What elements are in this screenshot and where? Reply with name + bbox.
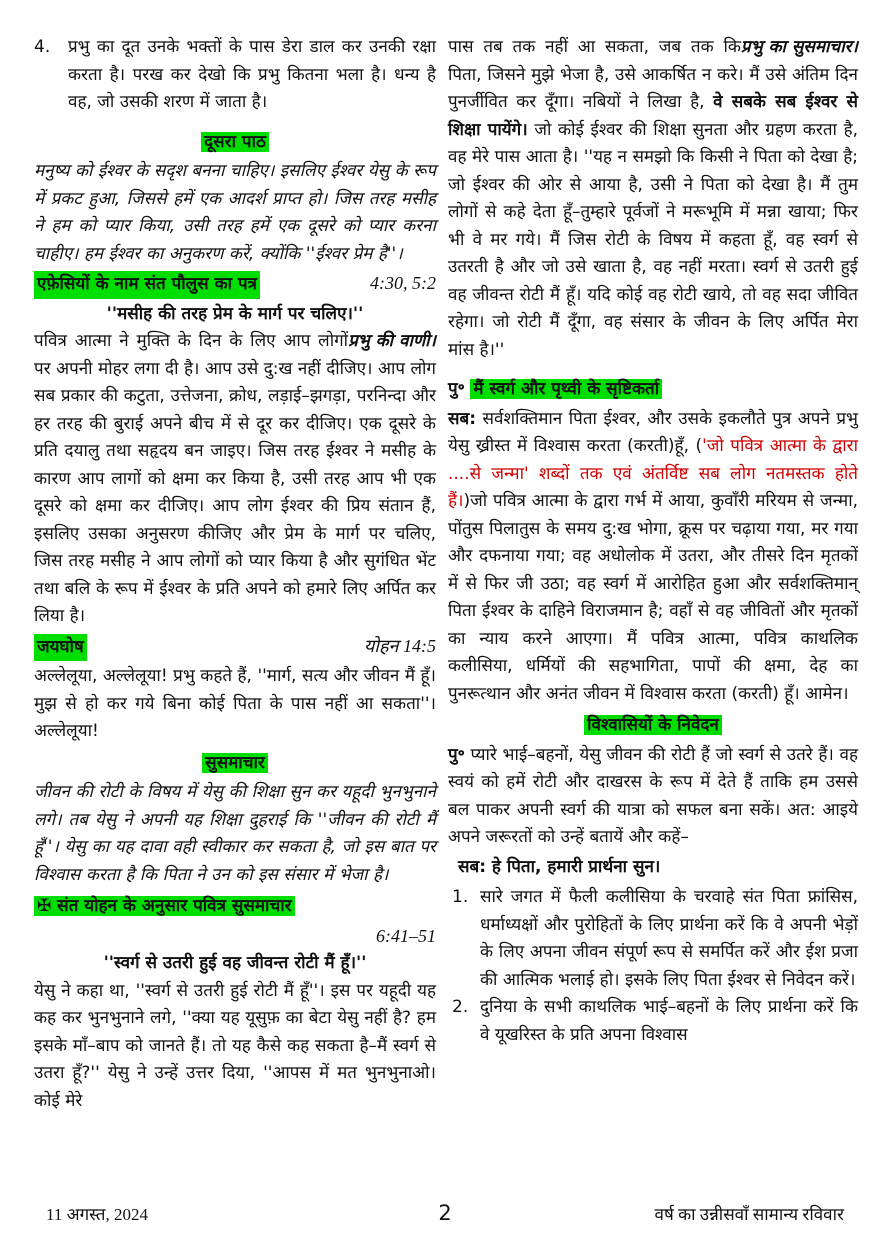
intercessions-response: सब: हे पिता, हमारी प्रार्थना सुन। xyxy=(458,856,661,877)
acclamation-reference: योहन 14:5 xyxy=(363,635,436,656)
priest-prefix: पु॰ xyxy=(448,744,465,765)
second-reading-reference: 4:30, 5:2 xyxy=(370,273,436,293)
left-column xyxy=(34,34,436,1195)
creed-text-2: )जो पवित्र आत्मा के द्वारा गर्भ में आया, कुवाँरी मरियम से जन्मा, पोंतुस पिलातुस के समय दु:ख भोगा, क्रूस पर चढ़ाया गया, मर गया और दफनाया गया; वह अधोलोक में उतरा, और तीसरे दिन मृतकों में से फिर जी उठा; वह स्वर्ग में आरोहित हुआ और सर्वशक्तिमान् पिता ईश्वर के दाहिने विराजमान है; वहाँ से वह जीवितों और मृतकों का न्याय करने आएगा। मैं पवित्र आत्मा, पवित्र काथलिक कलीसिया, धर्मियों की सहभागिता, पापों की क्षमा, देह का पुनरूत्थान और अनंत जीवन में विश्वास करता (करती) हूँ। आमेन। xyxy=(448,491,858,704)
second-reading-source: एफ़ेसियों के नाम संत पौलुस का पत्र xyxy=(34,271,260,299)
gospel-subtitle: ''स्वर्ग से उतरी हुई वह जीवन्त रोटी मैं हूँ।'' xyxy=(103,953,367,973)
creed-rubric: 'जो पवित्र आत्मा के द्वारा ....से जन्मा' शब्दों तक एवं अंतर्विष्ट सब लोग नतमस्तक होते हैं। xyxy=(448,436,859,511)
list-number: 4. xyxy=(34,37,51,57)
gospel-reference: 6:41–51 xyxy=(376,925,436,946)
cross-icon: ✠ xyxy=(37,896,52,916)
intercession-item xyxy=(448,884,858,994)
intercession-item xyxy=(448,994,858,1049)
list-number: 1. xyxy=(452,887,469,907)
list-number: 2. xyxy=(452,997,469,1017)
page-number: 2 xyxy=(438,1201,452,1225)
gospel-summary-heading: सुसमाचार xyxy=(202,753,268,773)
right-column xyxy=(448,34,858,1195)
creed-text-1: सर्वशक्तिमान पिता ईश्वर, और उसके इकलौते पुत्र अपने प्रभु येसु ख्रीस्त में विश्वास करता (करती)हूँ, ( xyxy=(448,408,858,456)
gospel-source-row xyxy=(34,893,436,921)
intercessions-heading: विश्वासियों के निवेदन xyxy=(584,715,722,735)
two-column-layout xyxy=(34,34,858,1195)
intercession-text: दुनिया के सभी काथलिक भाई–बहनों के लिए प्रार्थना करें कि वे यूखरिस्त के प्रति अपना विश्वास xyxy=(480,997,858,1045)
second-reading-body: प्रभु की वाणी। पवित्र आत्मा ने मुक्ति के दिन के लिए आप लोगों पर अपनी मोहर लगा दी है। आप उसे दु:ख नहीं दीजिए। आप लोग सब प्रकार की कटुता, उत्तेजना, क्रोध, लड़ाई–झगड़ा, परनिन्दा और हर तरह की बुराई अपने बीच में से दूर कर दीजिए। एक दूसरे के प्रति दयालु तथा सहृदय बन जाइए। जिस तरह ईश्वर ने मसीह के कारण आप लागों को क्षमा कर किया है, उसी तरह आप भी एक दूसरे को क्षमा कर दीजिए। आप लोग ईश्वर की प्रिय संतान हैं, इसलिए उसका अनुसरण कीजिए और प्रेम के मार्ग पर चलिए, जिस तरह मसीह ने आप लोगों को प्यार किया है और सुगंधित भेंट तथा बलि के रूप में ईश्वर के प्रति अपने को हमारे लिए अर्पित कर लिया है। xyxy=(34,328,436,631)
footer-date: 11 अगस्त, 2024 xyxy=(46,1205,148,1224)
footer-title: वर्ष का उन्नीसवाँ सामान्य रविवार xyxy=(654,1205,844,1224)
intercessions-heading-row xyxy=(448,712,858,740)
priest-prefix: पु॰ xyxy=(448,379,465,399)
gospel-cont-text-1: पास तब तक नहीं आ सकता, जब तक कि पिता, जिसने मुझे भेजा है, उसे आकर्षित न करे। मैं उसे अंतिम दिन पुनर्जीवित कर दूँगा। नबियों ने लिखा है, xyxy=(448,37,858,112)
gospel-cont-text-2: जो कोई ईश्वर की शिक्षा सुनता और ग्रहण करता है, वह मेरे पास आता है। ''यह न समझो कि किसी ने पिता को देखा है; जो ईश्वर की ओर से आया है, उसी ने पिता को देखा है। मैं तुम लोगों से कहे देता हूँ–तुम्हारे पूर्वजों ने मरूभूमि में मन्ना खाया; फिर भी वे मर गये। मैं जिस रोटी के विषय में कहता हूँ, वह स्वर्ग से उतरती है और जो उसे खाता है, वह नहीं मरता। स्वर्ग से उतरी हुई वह जीवन्त रोटी मैं हूँ। यदि कोई वह रोटी खाये, तो वह सदा जीवित रहेगा। जो रोटी मैं दूँगा, वह संसार के जीवन के लिए अर्पित मेरा मांस है।'' xyxy=(448,119,859,360)
creed-heading: मैं स्वर्ग और पृथ्वी के सृष्टिकर्ता xyxy=(470,379,662,399)
gospel-source xyxy=(34,896,295,916)
psalm-verse-4 xyxy=(34,34,436,117)
gospel-continued xyxy=(448,34,858,364)
creed-body xyxy=(448,406,858,709)
creed-heading-row xyxy=(448,376,858,404)
gospel-cont-bold: वे सबके सब ईश्वर से शिक्षा पायेंगे। xyxy=(448,92,858,140)
gospel-body: येसु ने कहा था, ''स्वर्ग से उतरी हुई रोटी मैं हूँ''। इस पर यहूदी यह कह कर भुनभुनाने लगे, ''क्या यह यूसुफ़ का बेटा येसु नहीं है? हम इसके माँ–बाप को जानते हैं। तो यह कैसे कह सकता है–मैं स्वर्ग से उतरा हूँ?'' येसु ने उन्हें उत्तर दिया, ''आपस में मत भुनभुनाओ। कोई मेरे xyxy=(34,980,436,1111)
second-reading-heading-row xyxy=(34,129,436,157)
second-reading-source-row xyxy=(34,270,436,299)
intercession-text: सारे जगत में फैली कलीसिया के चरवाहे संत पिता फ्रांसिस, धर्माध्यक्षों और पुरोहितों के लिए प्रार्थना करें कि वे अपनी भेड़ों के लिए अपना जीवन संपूर्ण रूप से समर्पित करें और ईश प्रजा की आत्मिक भलाई हो। इसके लिए पिता ईश्वर से निवेदन करें। xyxy=(480,887,858,990)
psalm-verse-text: प्रभु का दूत उनके भक्तों के पास डेरा डाल कर उनकी रक्षा करता है। परख कर देखो कि प्रभु कितना भला है। धन्य है वह, जो उसकी शरण में जाता है। xyxy=(68,37,436,112)
intercessions-intro xyxy=(448,742,858,852)
acclamation-body: अल्लेलूया, अल्लेलूया! प्रभु कहते हैं, ''मार्ग, सत्य और जीवन मैं हूँ। मुझ से हो कर गये बिना कोई पिता के पास नहीं आ सकता''। अल्लेलूया! xyxy=(34,666,436,741)
second-reading-heading: दूसरा पाठ xyxy=(201,132,269,152)
gospel-source-text: संत योहन के अनुसार पवित्र सुसमाचार xyxy=(57,896,292,916)
second-reading-intro: मनुष्य को ईश्वर के सदृश बनना चाहिए। इसलिए ईश्वर येसु के रूप में प्रकट हुआ, जिससे हमें एक आदर्श प्राप्त हो। जिस तरह मसीह ने हम को प्यार किया, उसी तरह हमें एक दूसरे को प्यार करना चाहीए। हम ईश्वर का अनुकरण करें, क्योंकि ''ईश्वर प्रेम है''। xyxy=(34,161,436,264)
acclamation-heading: जयघोष xyxy=(34,634,87,662)
all-prefix: सब: xyxy=(448,408,476,429)
gospel-summary-intro: जीवन की रोटी के विषय में येसु की शिक्षा सुन कर यहूदी भुनभुनाने लगे। तब येसु ने अपनी यह शिक्षा दुहराई कि ''जीवन की रोटी मैं हूँ''। येसु का यह दावा वही स्वीकार कर सकता है, जो इस बात पर विश्वास करता है कि पिता ने उन को इस संसार में भेजा है। xyxy=(34,782,436,885)
gospel-summary-heading-row xyxy=(34,750,436,778)
reading-ending: प्रभु की वाणी। xyxy=(348,331,436,351)
second-reading-subtitle: ''मसीह की तरह प्रेम के मार्ग पर चलिए।'' xyxy=(106,303,364,324)
intercessions-intro-text: प्यारे भाई–बहनों, येसु जीवन की रोटी हैं जो स्वर्ग से उतरे हैं। वह स्वयं को हमें रोटी और दाखरस के रूप में देते हैं ताकि हम उससे बल पाकर अपनी स्वर्ग की यात्रा को सफल बना सकें। अत: आइये अपने जरूरतों को उन्हें बतायें और कहें– xyxy=(448,744,858,847)
acclamation-heading-row xyxy=(34,633,436,662)
page-footer xyxy=(34,1195,858,1225)
gospel-ending: प्रभु का सुसमाचार। xyxy=(740,37,858,57)
